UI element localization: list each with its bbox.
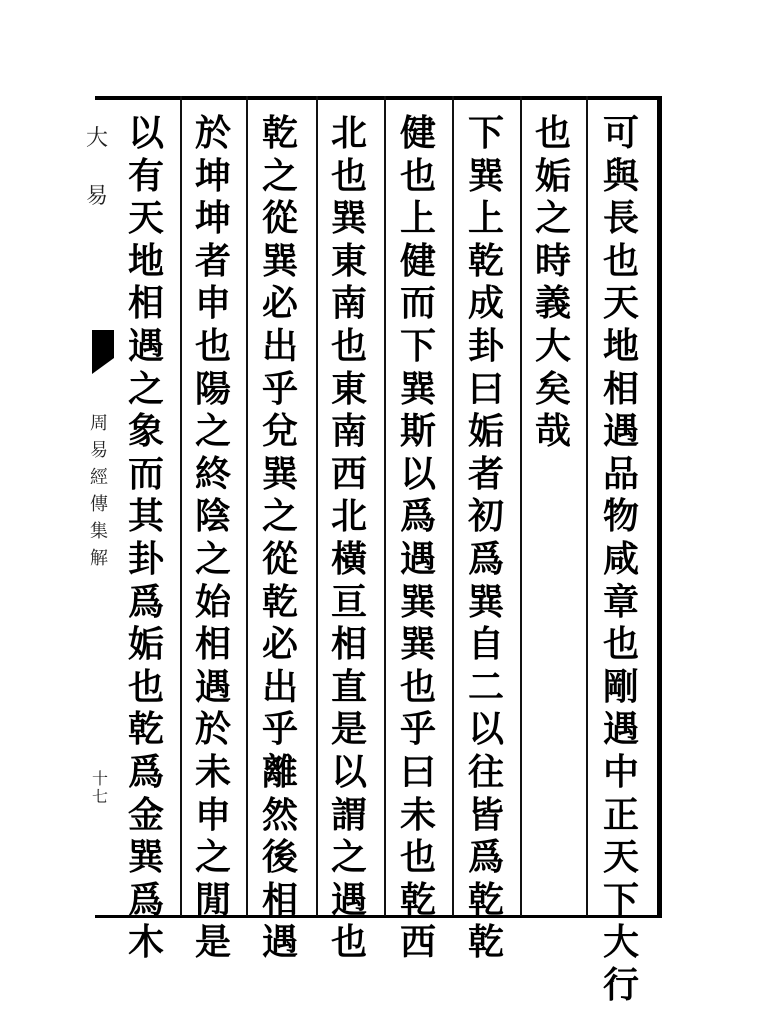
character: 長 — [602, 197, 639, 240]
character: 於 — [194, 708, 231, 751]
character: 姤 — [534, 154, 571, 197]
character: 曰 — [399, 750, 436, 793]
character: 也 — [399, 154, 436, 197]
character: 品 — [602, 452, 639, 495]
character: 始 — [194, 580, 231, 623]
column-rule — [452, 96, 454, 916]
character: 天 — [602, 836, 639, 879]
character: 集 — [90, 521, 108, 542]
text-column-3 — [464, 112, 508, 964]
character: 之 — [194, 537, 231, 580]
text-column-7 — [191, 112, 235, 964]
character: 也 — [330, 154, 367, 197]
character: 大 — [534, 324, 571, 367]
character: 傳 — [90, 494, 108, 515]
character: 遇 — [602, 410, 639, 453]
character: 終 — [194, 452, 231, 495]
character: 大 — [602, 921, 639, 964]
character: 也 — [330, 921, 367, 964]
margin-header — [86, 110, 112, 226]
character: 遇 — [127, 324, 164, 367]
character: 是 — [330, 708, 367, 751]
character: 遇 — [602, 708, 639, 751]
character: 中 — [602, 750, 639, 793]
character: 乾 — [127, 708, 164, 751]
character: 皆 — [467, 793, 504, 836]
margin-book-title — [86, 410, 112, 572]
character: 天 — [602, 282, 639, 325]
character: 之 — [194, 836, 231, 879]
column-rule — [316, 96, 318, 916]
character: 物 — [602, 495, 639, 538]
character: 東 — [330, 367, 367, 410]
character: 往 — [467, 750, 504, 793]
character: 乎 — [261, 708, 298, 751]
character: 也 — [602, 239, 639, 282]
character: 而 — [399, 282, 436, 325]
character: 之 — [127, 367, 164, 410]
character: 出 — [261, 324, 298, 367]
column-rule — [520, 96, 522, 916]
character: 之 — [261, 154, 298, 197]
character: 申 — [194, 793, 231, 836]
character: 巽 — [399, 367, 436, 410]
character: 出 — [261, 665, 298, 708]
character: 爲 — [467, 836, 504, 879]
character: 爲 — [127, 750, 164, 793]
character: 從 — [261, 537, 298, 580]
page-number — [88, 770, 112, 806]
text-column-8 — [124, 112, 168, 964]
character: 地 — [127, 239, 164, 282]
character: 爲 — [467, 537, 504, 580]
character: 西 — [399, 921, 436, 964]
character: 周 — [90, 413, 108, 434]
character: 卦 — [127, 537, 164, 580]
column-rule — [384, 96, 386, 916]
character: 巽 — [399, 623, 436, 666]
character: 後 — [261, 836, 298, 879]
fishtail-mark-tail — [92, 358, 114, 374]
character: 下 — [399, 324, 436, 367]
character: 經 — [90, 467, 108, 488]
character: 巽 — [127, 836, 164, 879]
character: 之 — [261, 495, 298, 538]
character: 之 — [330, 836, 367, 879]
character: 以 — [330, 750, 367, 793]
character: 北 — [330, 495, 367, 538]
character: 相 — [194, 623, 231, 666]
character: 巽 — [467, 580, 504, 623]
margin-header-text: 大易 — [86, 126, 109, 209]
character: 申 — [194, 282, 231, 325]
character: 離 — [261, 750, 298, 793]
character: 姤 — [127, 623, 164, 666]
character: 南 — [330, 282, 367, 325]
character: 兌 — [261, 410, 298, 453]
character: 從 — [261, 197, 298, 240]
character: 坤 — [194, 197, 231, 240]
character: 象 — [127, 410, 164, 453]
character: 自 — [467, 623, 504, 666]
character: 卦 — [467, 324, 504, 367]
column-rule — [246, 96, 248, 916]
character: 天 — [127, 197, 164, 240]
character: 爲 — [399, 495, 436, 538]
character: 坤 — [194, 154, 231, 197]
character: 斯 — [399, 410, 436, 453]
character: 下 — [467, 112, 504, 154]
character: 也 — [399, 665, 436, 708]
character: 也 — [194, 324, 231, 367]
character: 解 — [90, 548, 108, 569]
character: 南 — [330, 410, 367, 453]
character: 東 — [330, 239, 367, 282]
character: 乾 — [467, 921, 504, 964]
character: 爲 — [127, 878, 164, 921]
character: 之 — [534, 197, 571, 240]
character: 遇 — [261, 921, 298, 964]
character: 是 — [194, 921, 231, 964]
character: 七 — [91, 787, 108, 806]
column-rule — [180, 96, 182, 916]
character: 乎 — [399, 708, 436, 751]
character: 姤 — [467, 410, 504, 453]
character: 以 — [467, 708, 504, 751]
text-column-1 — [599, 112, 643, 1006]
character: 巽 — [261, 452, 298, 495]
character: 也 — [602, 623, 639, 666]
character: 未 — [194, 750, 231, 793]
character: 有 — [127, 154, 164, 197]
character: 初 — [467, 495, 504, 538]
character: 與 — [602, 154, 639, 197]
character: 易 — [90, 440, 108, 461]
character: 橫 — [330, 537, 367, 580]
character: 於 — [194, 112, 231, 154]
character: 相 — [127, 282, 164, 325]
text-column-2 — [531, 112, 575, 453]
character: 矣 — [534, 367, 571, 410]
character: 巽 — [399, 580, 436, 623]
character: 巽 — [330, 197, 367, 240]
character: 遇 — [194, 665, 231, 708]
character: 必 — [261, 282, 298, 325]
character: 乾 — [467, 239, 504, 282]
character: 相 — [602, 367, 639, 410]
character: 閒 — [194, 878, 231, 921]
character: 成 — [467, 282, 504, 325]
character: 其 — [127, 495, 164, 538]
character: 而 — [127, 452, 164, 495]
character: 者 — [467, 452, 504, 495]
character: 剛 — [602, 665, 639, 708]
character: 然 — [261, 793, 298, 836]
character: 遇 — [330, 878, 367, 921]
column-rule — [586, 96, 588, 916]
character: 金 — [127, 793, 164, 836]
character: 哉 — [534, 410, 571, 453]
character: 乎 — [261, 367, 298, 410]
character: 二 — [467, 665, 504, 708]
character: 陰 — [194, 495, 231, 538]
character: 相 — [261, 878, 298, 921]
character: 乾 — [261, 580, 298, 623]
character: 直 — [330, 665, 367, 708]
character: 爲 — [127, 580, 164, 623]
character: 之 — [194, 410, 231, 453]
character: 地 — [602, 324, 639, 367]
character: 必 — [261, 623, 298, 666]
character: 乾 — [261, 112, 298, 154]
character: 下 — [602, 878, 639, 921]
character: 北 — [330, 112, 367, 154]
text-column-5 — [327, 112, 371, 964]
character: 遇 — [399, 537, 436, 580]
character: 陽 — [194, 367, 231, 410]
character: 木 — [127, 921, 164, 964]
character: 行 — [602, 963, 639, 1006]
text-column-6 — [258, 112, 302, 964]
character: 曰 — [467, 367, 504, 410]
character: 時 — [534, 239, 571, 282]
character: 乾 — [467, 878, 504, 921]
character: 章 — [602, 580, 639, 623]
character: 未 — [399, 793, 436, 836]
character: 可 — [602, 112, 639, 154]
character: 健 — [399, 112, 436, 154]
character: 謂 — [330, 793, 367, 836]
text-column-4 — [396, 112, 440, 964]
character: 相 — [330, 623, 367, 666]
character: 以 — [127, 112, 164, 154]
character: 者 — [194, 239, 231, 282]
fishtail-mark — [92, 330, 114, 358]
character: 上 — [467, 197, 504, 240]
character: 正 — [602, 793, 639, 836]
character: 也 — [127, 665, 164, 708]
character: 亘 — [330, 580, 367, 623]
character: 以 — [399, 452, 436, 495]
character: 也 — [330, 324, 367, 367]
character: 健 — [399, 239, 436, 282]
character: 咸 — [602, 537, 639, 580]
character: 也 — [534, 112, 571, 154]
character: 乾 — [399, 878, 436, 921]
character: 西 — [330, 452, 367, 495]
character: 十 — [91, 769, 108, 788]
character: 上 — [399, 197, 436, 240]
character: 義 — [534, 282, 571, 325]
character: 也 — [399, 836, 436, 879]
character: 巽 — [467, 154, 504, 197]
character: 巽 — [261, 239, 298, 282]
